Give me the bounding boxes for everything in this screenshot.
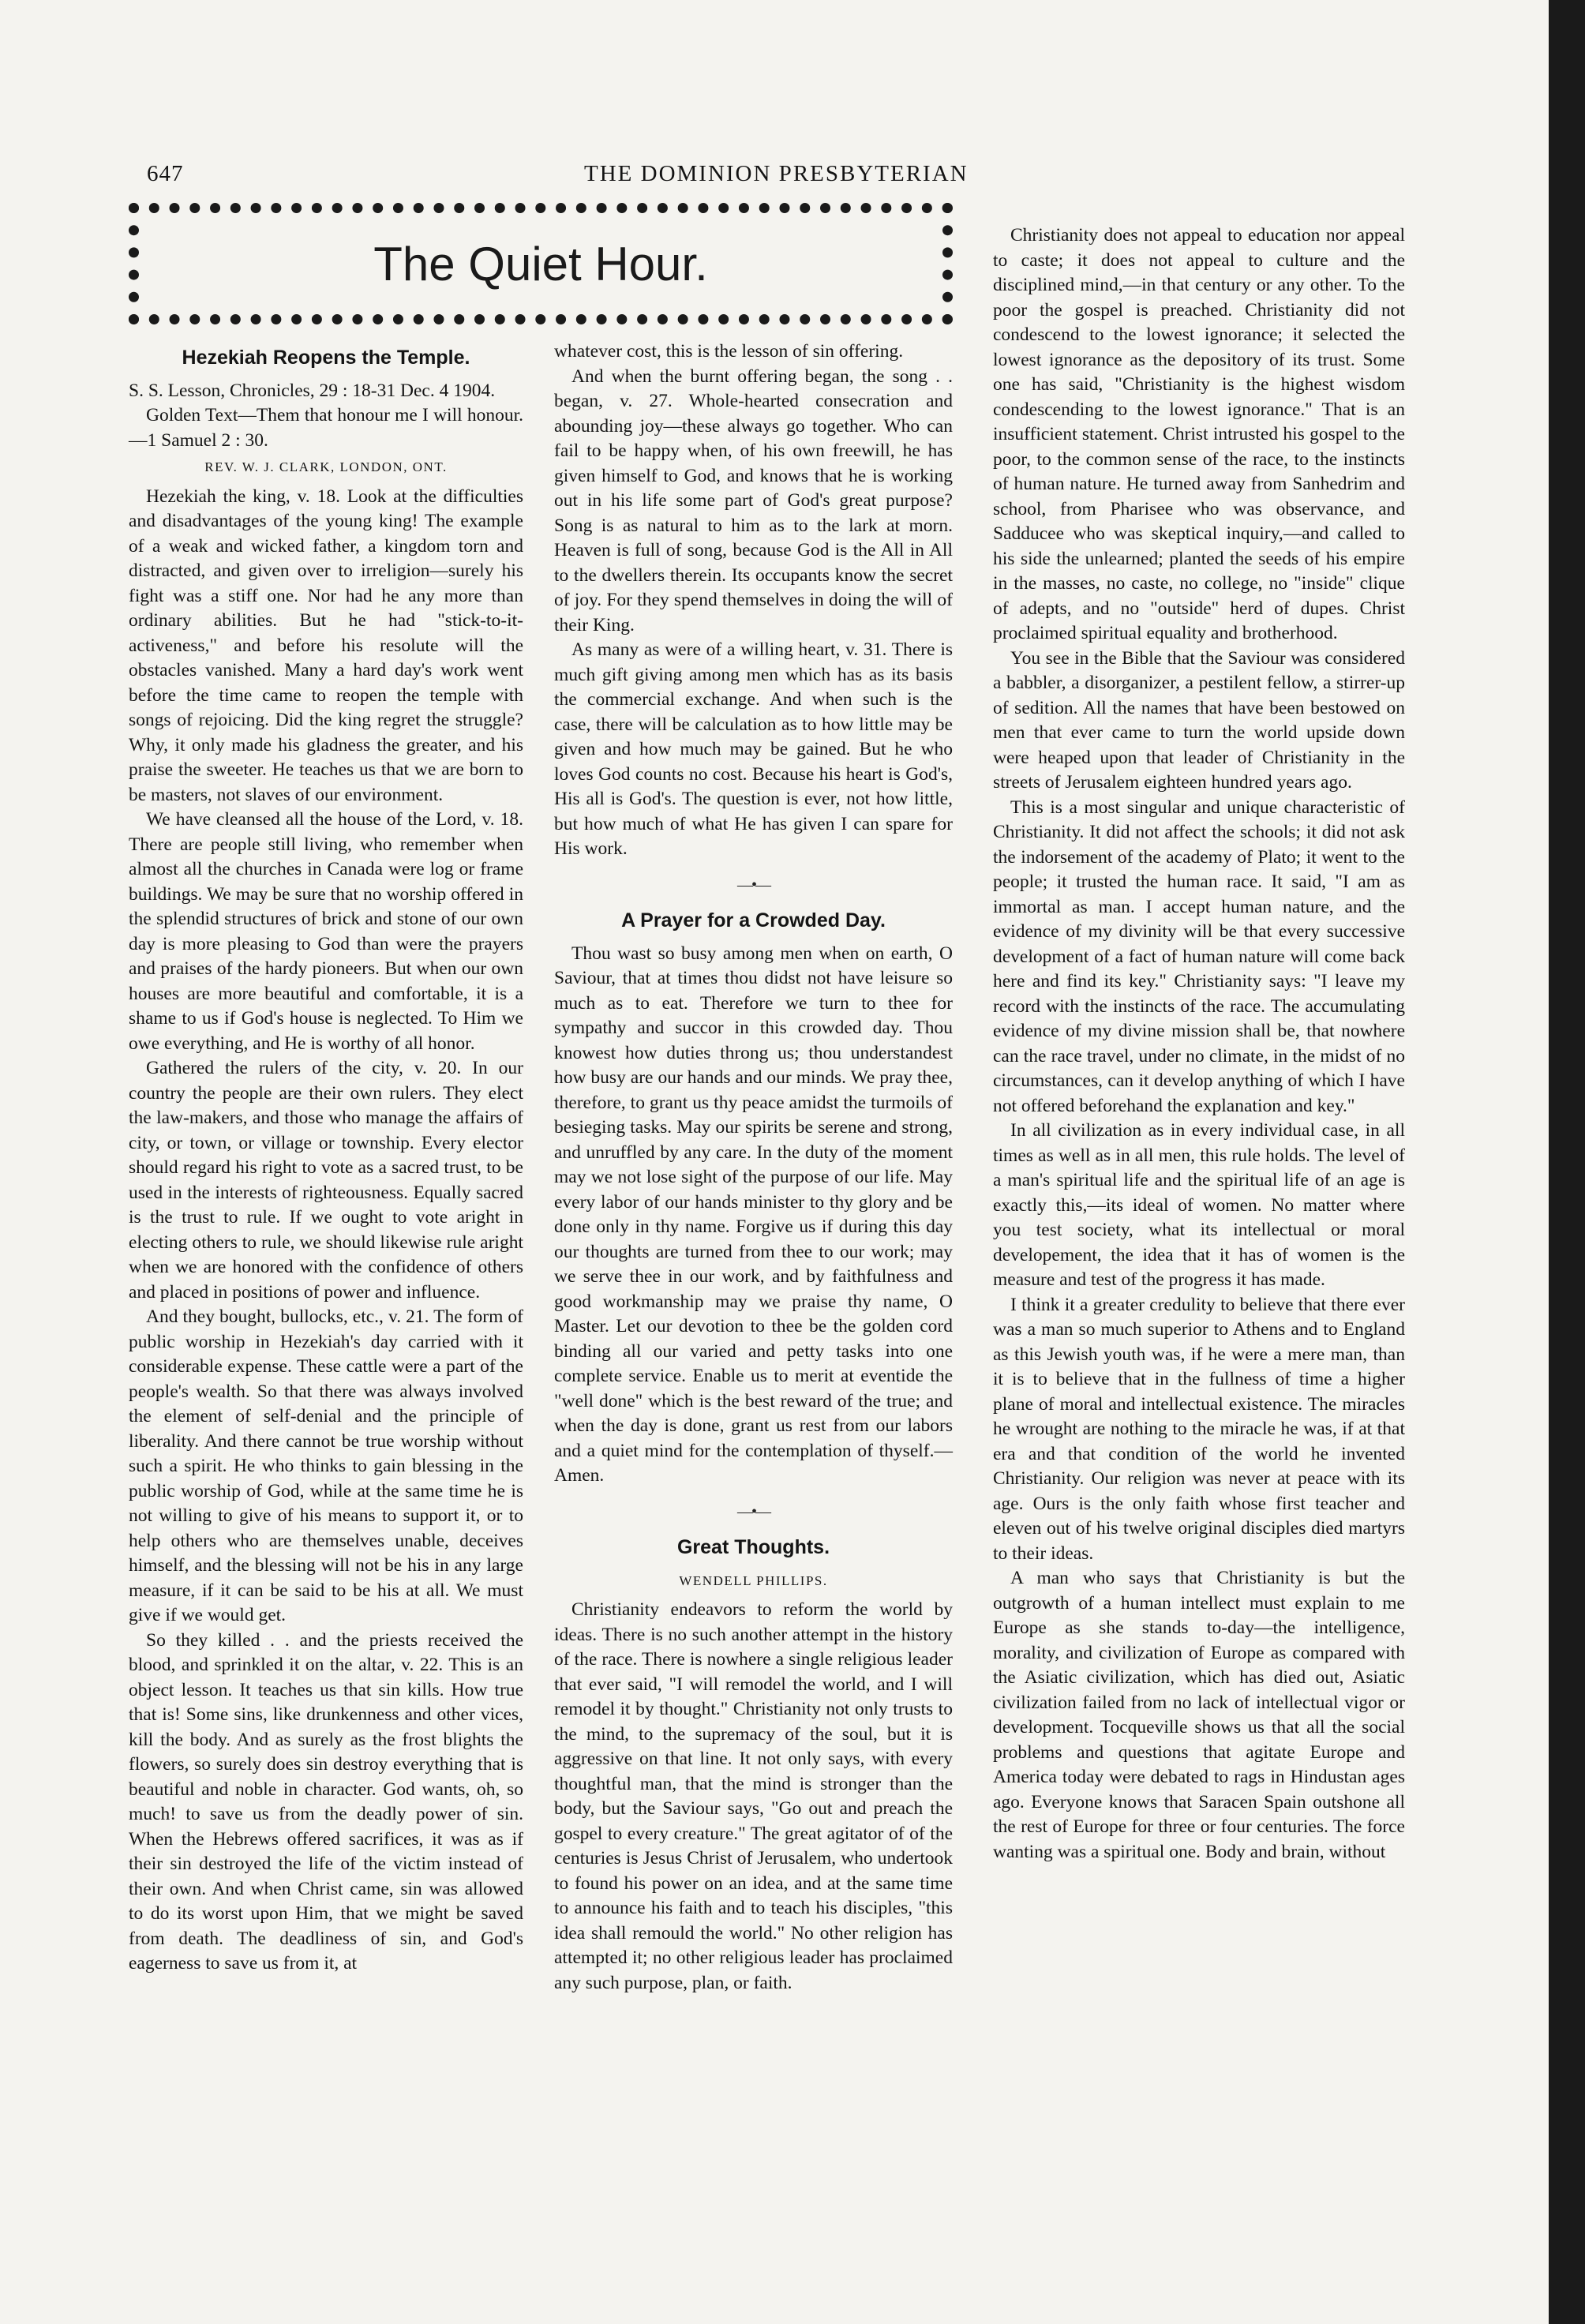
column-1 xyxy=(129,339,523,1977)
scan-edge xyxy=(1549,0,1585,2324)
paragraph: I think it a greater credulity to believe that there ever was a man so much superior to Athens and to England as this Jewish youth was, if he were a mere man, than it is to believe that in the fullness of time a higher plane of moral and intellectual existence. The miracles he wrought are nothing to the miracle he was, if at that era and that condition of the world he invented Christianity. Our religion was never at peace with its age. Ours is the only faith whose first teacher and eleven out of his twelve original disciples died martyrs to their ideas. xyxy=(993,1294,1405,1564)
paragraph: This is a most singular and unique characteristic of Christianity. It did not affect the schools; it did not ask the indorsement of the academy of Plato; it went to the people; it trusted the human race. It said, "I am as immortal as man. I accept human nature, and the evidence of my divinity will be that every successive development of a fact of human nature will come back here and find its key." Christianity says: "I leave my record with the instincts of the race. The accumulating evidence of my divine mission shall be, that nowhere can the race travel, under no climate, in the midst of no circumstances, can it develop anything of which I have not offered beforehand the explanation and key." xyxy=(993,797,1405,1116)
article-title-prayer: A Prayer for a Crowded Day. xyxy=(621,909,886,931)
paragraph: Hezekiah the king, v. 18. Look at the difficulties and disadvantages of the young king! The example of a weak and wicked father, a kingdom torn and distracted, and given over to irreligion—surely his fight was a stiff one. Nor had he any more than ordinary abilities. But he had "stick-to-it-activeness," and before his resolute will the obstacles vanished. Many a hard day's work went before the time came to reopen the temple with songs of rejoicing. Did the king regret the struggle? Why, it only made his gladness the greater, and his praise the sweeter. He teaches us that we are born to be masters, not slaves of our environment. xyxy=(129,485,523,805)
paragraph: Gathered the rulers of the city, v. 20. In our country the people are their own rulers. They elect the law-makers, and those who manage the affairs of city, or town, or village or township. Every elector should regard his right to vote as a sacred trust, to be used in the interests of righteousness. Equally sacred is the trust to rule. If we ought to vote aright in electing others to rule, we should likewise rule aright when we are honored with the confidence of others and placed in positions of power and influence. xyxy=(129,1058,523,1303)
article-byline: REV. W. J. CLARK, LONDON, ONT. xyxy=(204,459,448,474)
golden-text: Golden Text—Them that honour me I will honour.—1 Samuel 2 : 30. xyxy=(129,405,523,451)
prayer-text: Thou wast so busy among men when on earth, O Saviour, that at times thou didst not have leisure so much as to eat. Therefore we turn to thee for sympathy and succor in this crowded day. Thou knowest how duties throng us; thou understandest how busy are our hands and our minds. We pray thee, therefore, to grant us thy peace amidst the turmoils of besieging tasks. May our spirits be serene and strong, and unruffled by any care. In the duty of the moment may we not lose sight of the purpose of our life. May every labor of our hands minister to thy glory and be done only in thy name. Forgive us if during this day our thoughts are turned from thee to our work; may we serve thee in our work, and by faithfulness and good workmanship may we praise thy name, O Master. Let our devotion to thee be the golden cord binding all our varied and petty tasks into one complete service. Enable us to merit at eventide the "well done" which is the best reward of the true; and when the day is done, grant us rest from our labors and a quiet mind for the contemplation of thyself.—Amen. xyxy=(554,943,953,1486)
article-title-hezekiah: Hezekiah Reopens the Temple. xyxy=(182,347,470,369)
paragraph: Christianity does not appeal to education nor appeal to caste; it does not appeal to culture and the disciplined mind,—in that century or any other. To the poor the gospel is preached. Christianity did not condescend to the lowest ignorance; it selected the lowest ignorance as the depository of its trust. Some one has said, "Christianity is the highest wisdom condescending to the lowest ignorance." That is an insufficient statement. Christ intrusted his gospel to the poor, to the common sense of the race, to the instincts of human nature. He turned away from Sanhedrim and school, from Pharisee who was observance, and Sadducee who was skeptical inquiry,—and called to his side the unlearned; planted the seeds of his empire in the masses, no caste, no college, no "inside" clique of adepts, and no "outside" herd of dupes. Christ proclaimed spiritual equality and brotherhood. xyxy=(993,225,1405,643)
paragraph: So they killed . . and the priests received the blood, and sprinkled it on the altar, v. 22. This is an object lesson. It teaches us that sin kills. How true that is! Some sins, like drunkenness and other vices, kill the body. And as surely as the frost blights the flowers, so surely does sin destroy everything that is beautiful and noble in character. God wants, oh, so much! to save us from the deadly power of sin. When the Hebrews offered sacrifices, it was as if their sin destroyed the life of the victim instead of their own. And when Christ came, sin was allowed to do its worst upon Him, that we might be saved from death. The deadliness of sin, and God's eagerness to save us from it, at xyxy=(129,1629,523,1974)
paragraph: As many as were of a willing heart, v. 31. There is much gift giving among men which has as its basis the commercial exchange. And when such is the case, there will be calculation as to how little may be given and how much may be gained. But he who loves God counts no cost. Because his heart is God's, His all is God's. The question is ever, not how little, but how much of what He has given I can spare for His work. xyxy=(554,639,953,859)
article-title-great-thoughts: Great Thoughts. xyxy=(676,1536,830,1558)
paragraph: In all civilization as in every individual case, in all times as well as in all men, this rule holds. The level of a man's spiritual life and the spiritual life of an age is exactly this,—its ideal of women. No matter where you test society, what its intellectual or moral developement, the idea that it has of women is the measure and test of the progress it has made. xyxy=(993,1120,1405,1290)
column-2 xyxy=(554,339,953,1996)
publication-title: THE DOMINION PRESBYTERIAN xyxy=(584,161,969,186)
paragraph: A man who says that Christianity is but the outgrowth of a human intellect must explain to me Europe as she stands to-day—the intelligence, morality, and civilization of Europe as compared with the Asiatic civilization, which has died out, Asiatic civilization failed from no lack of intellectual vigor or development. Tocqueville shows us that all the social problems and questions that agitate Europe and America today were debated to rags in Hindustan ages ago. Everyone knows that Saracen Spain outshone all the rest of Europe for three or four centuries. The force wanting was a spiritual one. Body and brain, without xyxy=(993,1568,1405,1862)
lesson-reference: S. S. Lesson, Chronicles, 29 : 18-31 Dec. 4 1904. xyxy=(129,380,496,401)
page-number: 647 xyxy=(147,161,184,186)
paragraph: We have cleansed all the house of the Lord, v. 18. There are people still living, who remember when almost all the churches in Canada were log or frame buildings. We may be sure that no worship offered in the splendid structures of brick and stone of our own day is more pleasing to God than were the prayers and praises of the hardy pioneers. But when our own houses are more beautiful and comfortable, it is a shame to us if God's house is neglected. To Him we owe everything, and He is worthy of all honor. xyxy=(129,809,523,1054)
paragraph: You see in the Bible that the Saviour was considered a babbler, a disorganizer, a pestilent fellow, a stirrer-up of sedition. All the names that have been bestowed on men that ever came to turn the world upside down were heaped upon that leader of Christianity in the streets of Jerusalem eighteen hundred years ago. xyxy=(993,647,1405,793)
paragraph: And when the burnt offering began, the song . . began, v. 27. Whole-hearted consecration and abounding joy—these always go together. Who can fail to be happy when, of his own freewill, he has given himself to God, and knows that he is working out in his life some part of God's great purpose? Song is as natural to him as to the lark at morn. Heaven is full of song, because God is the All in All to the dwellers therein. Its occupants know the secret of joy. For they spend themselves in doing the will of their King. xyxy=(554,365,953,635)
great-thoughts-text: Christianity endeavors to reform the world by ideas. There is no such another attempt in the history of the race. There is nowhere a single religious leader that ever said, "I will remodel the world, and I will remodel it by thought." Christianity not only trusts to the mind, to the supremacy of the soul, but it is aggressive on that line. It not only says, with every thoughtful man, that the mind is stronger than the body, but the Saviour says, "Go out and preach the gospel to every creature." The great agitator of of the centuries is Jesus Christ of Jerusalem, who undertook to found his power on an idea, and at the same time to announce his faith and to teach his disciples, "this idea shall remould the world." No other religion has attempted it; no other religious leader has proclaimed any such purpose, plan, or faith. xyxy=(554,1599,953,1993)
section-divider: —•— xyxy=(736,875,770,894)
paragraph: whatever cost, this is the lesson of sin offering. xyxy=(554,341,904,362)
quiet-hour-banner xyxy=(129,203,953,324)
paragraph: And they bought, bullocks, etc., v. 21. The form of public worship in Hezekiah's day carried with it considerable expense. These cattle were a part of the people's wealth. So that there was always involved the element of self-denial and the principle of liberality. And there cannot be true worship without such a spirit. He who thinks to gain blessing in the public worship of God, while at the same time he is not willing to give of his means to support it, or to help others who are themselves unable, deceives himself, and the blessing will not be his in any large measure, if it can be said to be his at all. We must give if we would get. xyxy=(129,1306,523,1625)
section-divider: —•— xyxy=(736,1502,770,1520)
quiet-hour-title: The Quiet Hour. xyxy=(373,237,708,290)
column-3 xyxy=(993,223,1405,1865)
article-byline: WENDELL PHILLIPS. xyxy=(679,1572,828,1588)
